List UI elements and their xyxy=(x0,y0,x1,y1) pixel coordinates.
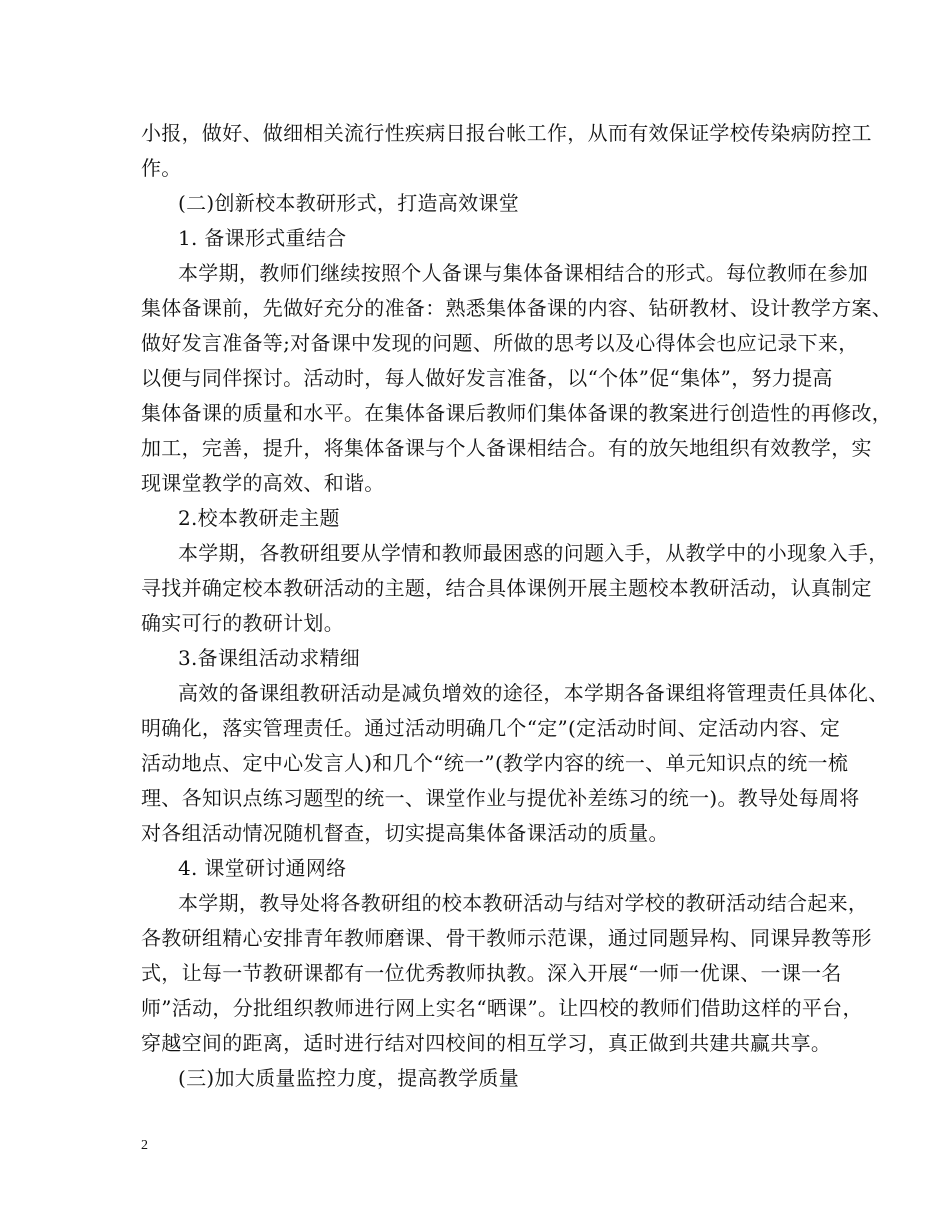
text-line: 作。 xyxy=(141,156,182,180)
text-line: 高效的备课组教研活动是减负增效的途径，本学期各备课组将管理责任具体化、 xyxy=(178,681,889,705)
text-line: 对各组活动情况随机督查，切实提高集体备课活动的质量。 xyxy=(141,821,669,845)
text-line: 现课堂教学的高效、和谐。 xyxy=(141,471,385,495)
section-heading: (二)创新校本教研形式，打造高效课堂 xyxy=(178,191,520,215)
text-line: 集体备课的质量和水平。在集体备课后教师们集体备课的教案进行创造性的再修改， xyxy=(141,401,893,425)
text-line: 明确化，落实管理责任。通过活动明确几个“定”(定活动时间、定活动内容、定 xyxy=(141,716,841,740)
text-line: 加工，完善，提升，将集体备课与个人备课相结合。有的放矢地组织有效教学，实 xyxy=(141,436,872,460)
text-line: 寻找并确定校本教研活动的主题，结合具体课例开展主题校本教研活动，认真制定 xyxy=(141,576,872,600)
text-line: 各教研组精心安排青年教师磨课、骨干教师示范课，通过同题异构、同课异教等形 xyxy=(141,926,872,950)
text-line: 活动地点、定中心发言人)和几个“统一”(教学内容的统一、单元知识点的统一梳 xyxy=(141,751,849,775)
subsection-heading: 2.校本教研走主题 xyxy=(178,506,340,530)
text-line: 本学期，教导处将各教研组的校本教研活动与结对学校的教研活动结合起来， xyxy=(178,891,869,915)
text-line: 师”活动，分批组织教师进行网上实名“晒课”。让四校的教师们借助这样的平台， xyxy=(141,996,863,1020)
text-line: 集体备课前，先做好充分的准备：熟悉集体备课的内容、钻研教材、设计教学方案、 xyxy=(141,296,893,320)
text-line: 以便与同伴探讨。活动时，每人做好发言准备，以“个体”促“集体”，努力提高 xyxy=(141,366,833,390)
text-line: 本学期，教师们继续按照个人备课与集体备课相结合的形式。每位教师在参加 xyxy=(178,261,869,285)
text-line: 式，让每一节教研课都有一位优秀教师执教。深入开展“一师一优课、一课一名 xyxy=(141,961,842,985)
text-line: 穿越空间的距离，适时进行结对四校间的相互学习，真正做到共建共赢共享。 xyxy=(141,1031,832,1055)
text-line: 本学期，各教研组要从学情和教师最困惑的问题入手，从教学中的小现象入手， xyxy=(178,541,889,565)
text-line: 确实可行的教研计划。 xyxy=(141,611,344,635)
page-number: 2 xyxy=(141,1138,148,1153)
subsection-heading: 4. 课堂研讨通网络 xyxy=(178,856,347,880)
subsection-heading: 1. 备课形式重结合 xyxy=(178,226,347,250)
text-line: 做好发言准备等;对备课中发现的问题、所做的思考以及心得体会也应记录下来， xyxy=(141,331,859,355)
text-line: 小报，做好、做细相关流行性疾病日报台帐工作，从而有效保证学校传染病防控工 xyxy=(141,121,872,145)
text-line: 理、各知识点练习题型的统一、课堂作业与提优补差练习的统一)。教导处每周将 xyxy=(141,786,860,810)
section-heading: (三)加大质量监控力度，提高教学质量 xyxy=(178,1066,520,1090)
subsection-heading: 3.备课组活动求精细 xyxy=(178,646,361,670)
